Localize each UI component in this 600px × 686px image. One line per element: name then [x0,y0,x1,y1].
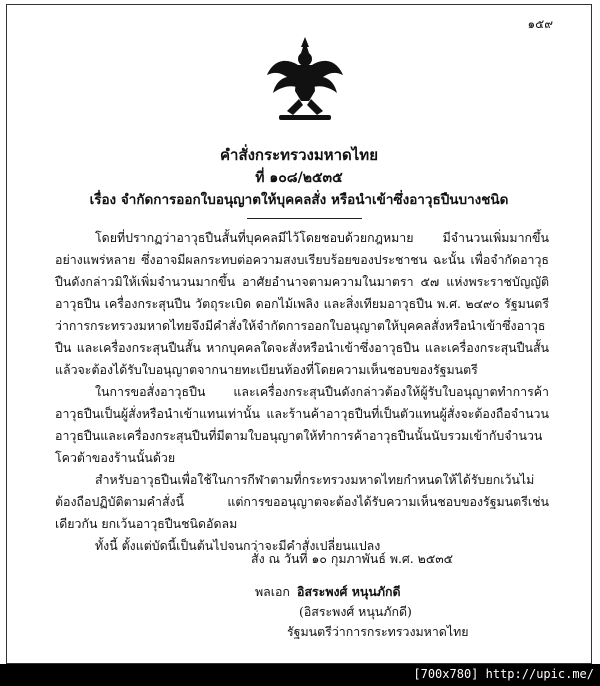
signer-rank: พลเอก [255,584,290,599]
signature-block [255,582,469,642]
document-body [55,227,549,557]
garuda-emblem-icon [265,35,345,123]
paragraph: สำหรับอาวุธปืนเพื่อใช้ในการกีฬาตามที่กระทรวงมหาดไทยกำหนดให้ได้รับยกเว้นไม่ต้องถือปฏิบัติตามคำสั่งนี้ แต่การขออนุญาตจะต้องได้รับความเห็นชอบของรัฐมนตรีเช่นเดียวกัน ยกเว้นอาวุธปืนชนิดอัดลม [55,472,549,531]
divider [247,218,362,219]
paragraph: โดยที่ปรากฏว่าอาวุธปืนสั้นที่บุคคลมีไว้โดยชอบด้วยกฎหมาย มีจำนวนเพิ่มมากขึ้นอย่างแพร่หลาย ซึ่งอาจมีผลกระทบต่อความสงบเรียบร้อยของประชาชน ฉะนั้น เพื่อจำกัดอาวุธปืนดังกล่าวมิให้เพิ่มจำนวนมากขึ้น อาศัยอำนาจตามความในมาตรา ๕๗ แห่งพระราชบัญญัติอาวุธปืน เครื่องกระสุนปืน วัตถุระเบิด ดอกไม้เพลิง และสิ่งเทียมอาวุธปืน พ.ศ. ๒๔๙๐ รัฐมนตรีว่าการกระทรวงมหาดไทยจึงมีคำสั่งให้จำกัดการออกใบอนุญาตให้บุคคลสั่งหรือนำเข้าซึ่งอาวุธปืน และเครื่องกระสุนปืนสั้น หากบุคคลใดจะสั่งหรือนำเข้าซึ่งอาวุธปืน และเครื่องกระสุนปืนสั้นแล้วจะต้องได้รับใบอนุญาตจากนายทะเบียนท้องที่โดยความเห็นชอบของรัฐมนตรี [55,230,549,377]
paragraph: ในการขอสั่งอาวุธปืน และเครื่องกระสุนปืนดังกล่าวต้องให้ผู้รับใบอนุญาตทำการค้าอาวุธปืนเป็นผู้สั่งหรือนำเข้าแทนเท่านั้น และร้านค้าอาวุธปืนที่เป็นตัวแทนผู้สั่งจะต้องถือจำนวนอาวุธปืนและเครื่องกระสุนปืนที่มีตามใบอนุญาตให้ทำการค้าอาวุธปืนนั้นนับรวมเข้ากับจำนวนโควต้าของร้านนั้นด้วย [55,384,549,465]
signed-date: สั่ง ณ วันที่ ๑๐ กุมภาพันธ์ พ.ศ. ๒๕๓๕ [251,551,454,566]
page-number: ๑๕๙ [527,17,553,31]
watermark-text: [700x780] http://upic.me/ [413,667,594,681]
signer-name-parenthetical: (อิสระพงศ์ หนุนภักดี) [299,604,412,619]
watermark-bar [0,664,600,686]
document-subject: เรื่อง จำกัดการออกใบอนุญาตให้บุคคลสั่ง หรือนำเข้าซึ่งอาวุธปืนบางชนิด [89,192,509,208]
order-number: ที่ ๑๐๘/๒๕๓๕ [255,170,343,186]
signer-name: อิสระพงศ์ หนุนภักดี [297,584,401,599]
paragraph: ทั้งนี้ ตั้งแต่บัดนี้เป็นต้นไปจนกว่าจะมีคำสั่งเปลี่ยนแปลง [95,538,381,553]
document-page [6,4,592,664]
signer-position: รัฐมนตรีว่าการกระทรวงมหาดไทย [287,624,469,639]
document-title: คำสั่งกระทรวงมหาดไทย [220,146,378,164]
